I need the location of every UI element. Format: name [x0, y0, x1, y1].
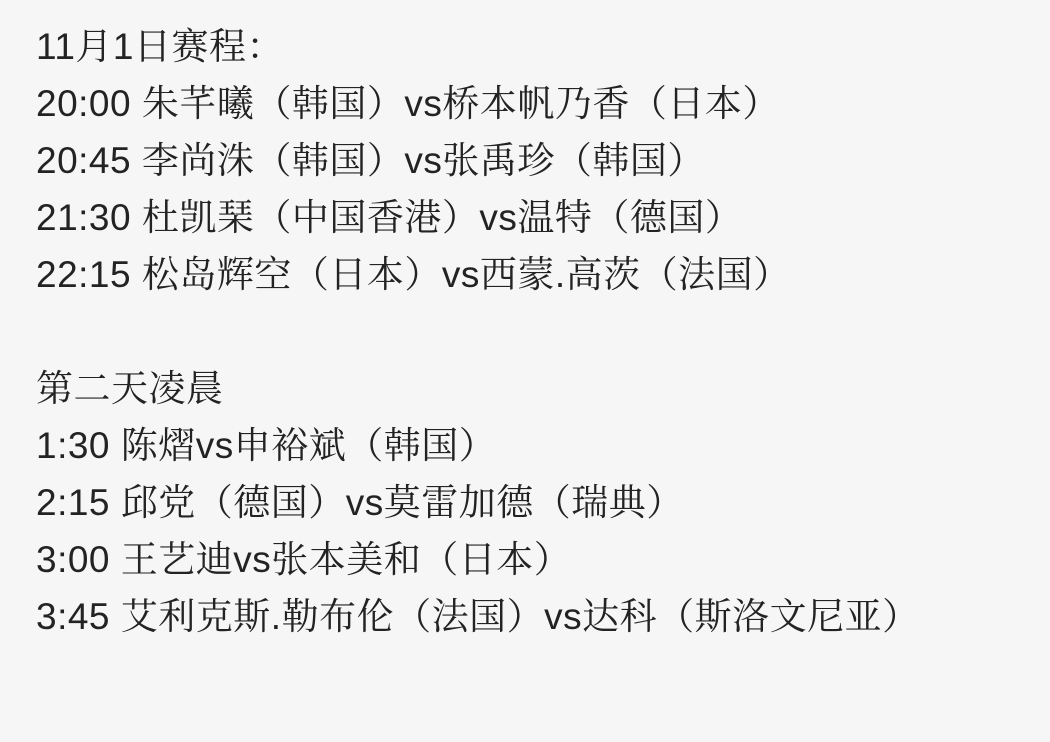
match-row: 20:00 朱芊曦（韩国）vs桥本帆乃香（日本）: [36, 83, 780, 124]
match-row: 3:00 王艺迪vs张本美和（日本）: [36, 539, 572, 580]
day-one-section: [36, 18, 1022, 303]
match-row: 22:15 松岛辉空（日本）vs西蒙.高茨（法国）: [36, 254, 791, 295]
match-row: 20:45 李尚洙（韩国）vs张禹珍（韩国）: [36, 140, 705, 181]
day-two-section: [36, 360, 1022, 645]
day-two-heading: 第二天凌晨: [36, 368, 224, 409]
match-row: 1:30 陈熠vs申裕斌（韩国）: [36, 425, 497, 466]
schedule-title: 11月1日赛程：: [36, 26, 284, 67]
match-row: 21:30 杜凯琹（中国香港）vs温特（德国）: [36, 197, 743, 238]
match-row: 2:15 邱党（德国）vs莫雷加德（瑞典）: [36, 482, 684, 523]
match-row: 3:45 艾利克斯.勒布伦（法国）vs达科（斯洛文尼亚）: [36, 596, 920, 637]
section-spacer: [36, 303, 1022, 360]
